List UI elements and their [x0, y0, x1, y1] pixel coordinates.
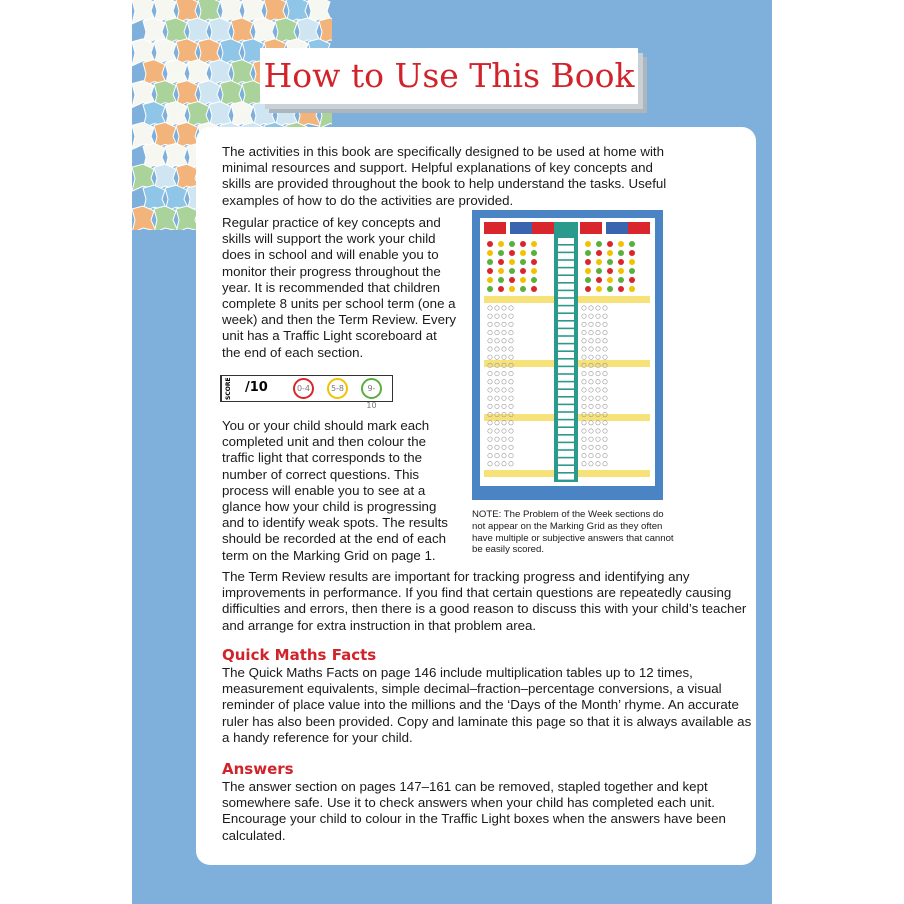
- grid-header-cell: [484, 222, 506, 234]
- grid-empty-light: [589, 437, 593, 441]
- grid-empty-light: [502, 306, 506, 310]
- grid-row-number: [558, 451, 574, 457]
- grid-term-band: [484, 296, 554, 303]
- grid-empty-light: [582, 330, 586, 334]
- grid-empty-light: [509, 445, 513, 449]
- grid-row-number: [558, 436, 574, 442]
- tessellation-tile: [319, 102, 332, 129]
- grid-empty-light: [603, 453, 607, 457]
- grid-row-number: [558, 344, 574, 350]
- grid-header-cell: [554, 222, 578, 234]
- grid-empty-light: [589, 322, 593, 326]
- grid-light-dot: [509, 268, 515, 274]
- grid-empty-light: [596, 347, 600, 351]
- grid-empty-light: [488, 462, 492, 466]
- grid-light-dot: [585, 241, 591, 247]
- grid-empty-light: [509, 453, 513, 457]
- grid-empty-light: [509, 330, 513, 334]
- grid-row-number: [558, 413, 574, 419]
- grid-light-dot: [596, 277, 602, 283]
- grid-empty-light: [589, 445, 593, 449]
- grid-empty-light: [495, 429, 499, 433]
- marking-grid-sheet: [480, 218, 655, 486]
- traffic-light-green: [361, 378, 382, 410]
- grid-light-dot: [596, 286, 602, 292]
- grid-row-number: [558, 367, 574, 373]
- grid-empty-light: [582, 396, 586, 400]
- grid-light-dot: [520, 268, 526, 274]
- grid-empty-light: [509, 404, 513, 408]
- grid-empty-light: [488, 347, 492, 351]
- grid-light-dot: [520, 286, 526, 292]
- grid-empty-light: [488, 306, 492, 310]
- grid-empty-light: [596, 355, 600, 359]
- grid-light-dot: [629, 286, 635, 292]
- grid-empty-light: [495, 445, 499, 449]
- grid-empty-light: [603, 445, 607, 449]
- grid-row-number: [558, 352, 574, 358]
- title-banner: [260, 48, 638, 104]
- grid-empty-light: [495, 437, 499, 441]
- grid-empty-light: [509, 347, 513, 351]
- grid-row-number: [558, 253, 574, 259]
- grid-light-dot: [629, 241, 635, 247]
- grid-light-dot: [618, 268, 624, 274]
- grid-empty-light: [582, 347, 586, 351]
- grid-header-cell: [510, 222, 532, 234]
- grid-light-dot: [585, 286, 591, 292]
- grid-empty-light: [582, 371, 586, 375]
- grid-empty-light: [589, 462, 593, 466]
- grid-light-dot: [498, 241, 504, 247]
- grid-light-dot: [618, 286, 624, 292]
- grid-light-dot: [607, 268, 613, 274]
- grid-term-band: [484, 470, 554, 477]
- grid-row-number: [558, 246, 574, 252]
- grid-empty-light: [603, 339, 607, 343]
- grid-row-number: [558, 390, 574, 396]
- grid-empty-light: [589, 371, 593, 375]
- quick-maths-heading: Quick Maths Facts: [222, 646, 377, 664]
- marking-grid-illustration: [480, 218, 655, 486]
- grid-empty-light: [582, 314, 586, 318]
- grid-light-dot: [509, 241, 515, 247]
- grid-light-dot: [498, 259, 504, 265]
- term-review-paragraph: The Term Review results are important for tracking progress and identifying any improvements in performance. If you find that certain questions are repeatedly causing difficulties and errors, then there is a good reason to discuss this with your child’s teacher and arrange for extra instruction in that problem area.: [222, 569, 747, 633]
- grid-empty-light: [488, 380, 492, 384]
- grid-empty-light: [603, 355, 607, 359]
- grid-light-dot: [498, 268, 504, 274]
- grid-light-dot: [520, 241, 526, 247]
- grid-empty-light: [502, 371, 506, 375]
- grid-row-number: [558, 375, 574, 381]
- grid-empty-light: [495, 339, 499, 343]
- grid-light-dot: [487, 259, 493, 265]
- quick-maths-paragraph: The Quick Maths Facts on page 146 include multiplication tables up to 12 times, measurement equivalents, simple decimal–fraction–percentage conversions, a visual reminder of place value into the millions and the ‘Days of the Month’ rhyme. An accurate ruler has also been provided. Copy and laminate this page so that it is always available as a handy reference for your child.: [222, 665, 752, 745]
- grid-empty-light: [488, 339, 492, 343]
- grid-empty-light: [495, 421, 499, 425]
- grid-row-number: [558, 382, 574, 388]
- grid-empty-light: [509, 462, 513, 466]
- grid-light-dot: [520, 277, 526, 283]
- grid-empty-light: [582, 429, 586, 433]
- grid-row-number: [558, 261, 574, 267]
- grid-light-dot: [531, 241, 537, 247]
- grid-empty-light: [582, 445, 586, 449]
- grid-light-dot: [585, 259, 591, 265]
- grid-light-dot: [607, 286, 613, 292]
- grid-empty-light: [495, 396, 499, 400]
- score-value: /10: [245, 380, 268, 395]
- grid-empty-light: [488, 322, 492, 326]
- grid-light-dot: [607, 250, 613, 256]
- grid-empty-light: [603, 371, 607, 375]
- grid-empty-light: [603, 429, 607, 433]
- grid-empty-light: [589, 380, 593, 384]
- grid-light-dot: [607, 241, 613, 247]
- grid-empty-light: [488, 429, 492, 433]
- grid-empty-light: [488, 404, 492, 408]
- traffic-light-red: [293, 378, 314, 399]
- grid-empty-light: [582, 322, 586, 326]
- grid-empty-light: [488, 437, 492, 441]
- grid-term-band: [578, 470, 650, 477]
- intro-paragraph: The activities in this book are specifically designed to be used at home with minimal resources and support. Helpful explanations of key concepts and skills are provided throughout the book to help understand the tasks. Useful examples of how to do the activities are provided.: [222, 144, 667, 208]
- grid-empty-light: [582, 404, 586, 408]
- grid-light-dot: [498, 277, 504, 283]
- grid-empty-light: [596, 339, 600, 343]
- grid-empty-light: [502, 421, 506, 425]
- grid-empty-light: [596, 437, 600, 441]
- grid-empty-light: [495, 306, 499, 310]
- grid-empty-light: [495, 330, 499, 334]
- grid-empty-light: [509, 421, 513, 425]
- grid-empty-light: [603, 421, 607, 425]
- grid-empty-light: [582, 437, 586, 441]
- grid-row-number: [558, 360, 574, 366]
- grid-empty-light: [596, 453, 600, 457]
- grid-empty-light: [509, 322, 513, 326]
- grid-light-dot: [607, 259, 613, 265]
- answers-heading: Answers: [222, 760, 294, 778]
- grid-light-dot: [487, 277, 493, 283]
- grid-empty-light: [502, 396, 506, 400]
- grid-empty-light: [596, 322, 600, 326]
- grid-empty-light: [502, 380, 506, 384]
- grid-row-number: [558, 398, 574, 404]
- grid-light-dot: [487, 286, 493, 292]
- grid-empty-light: [582, 388, 586, 392]
- grid-light-dot: [596, 250, 602, 256]
- grid-empty-light: [509, 388, 513, 392]
- grid-empty-light: [502, 437, 506, 441]
- grid-empty-light: [509, 429, 513, 433]
- grid-light-dot: [531, 286, 537, 292]
- grid-empty-light: [596, 404, 600, 408]
- grid-empty-light: [596, 306, 600, 310]
- grid-header-cell: [606, 222, 628, 234]
- grid-row-number: [558, 276, 574, 282]
- grid-light-dot: [509, 250, 515, 256]
- grid-light-dot: [498, 250, 504, 256]
- grid-empty-light: [603, 462, 607, 466]
- grid-light-dot: [618, 241, 624, 247]
- grid-empty-light: [502, 322, 506, 326]
- tessellation-tile: [154, 206, 178, 230]
- grid-row-number: [558, 443, 574, 449]
- grid-light-dot: [596, 241, 602, 247]
- grid-empty-light: [603, 314, 607, 318]
- grid-term-band: [484, 414, 554, 421]
- grid-row-number: [558, 458, 574, 464]
- grid-light-dot: [520, 250, 526, 256]
- grid-empty-light: [488, 453, 492, 457]
- practice-paragraph: Regular practice of key concepts and skills will support the work your child does in school and will enable you to monitor their progress throughout the year. It is recommended that children complete 8 units per school term (one a week) and then the Term Review. Every unit has a Traffic Light scoreboard at the end of each section.: [222, 215, 457, 360]
- grid-empty-light: [502, 330, 506, 334]
- grid-row-number: [558, 329, 574, 335]
- grid-light-dot: [531, 268, 537, 274]
- book-page: [132, 0, 772, 904]
- grid-empty-light: [589, 429, 593, 433]
- grid-row-number: [558, 299, 574, 305]
- grid-empty-light: [495, 355, 499, 359]
- grid-empty-light: [603, 347, 607, 351]
- grid-empty-light: [589, 330, 593, 334]
- grid-header-cell: [532, 222, 554, 234]
- grid-light-dot: [531, 259, 537, 265]
- grid-empty-light: [502, 347, 506, 351]
- grid-empty-light: [509, 314, 513, 318]
- grid-empty-light: [502, 355, 506, 359]
- grid-empty-light: [509, 437, 513, 441]
- grid-light-dot: [509, 277, 515, 283]
- grid-light-dot: [520, 259, 526, 265]
- grid-light-dot: [487, 241, 493, 247]
- grid-empty-light: [596, 429, 600, 433]
- grid-light-dot: [531, 250, 537, 256]
- grid-light-dot: [531, 277, 537, 283]
- grid-empty-light: [509, 306, 513, 310]
- grid-light-dot: [509, 259, 515, 265]
- grid-light-dot: [585, 268, 591, 274]
- grid-row-number: [558, 268, 574, 274]
- grid-empty-light: [603, 396, 607, 400]
- grid-empty-light: [502, 314, 506, 318]
- grid-light-dot: [498, 286, 504, 292]
- grid-term-band: [578, 296, 650, 303]
- grid-light-dot: [596, 268, 602, 274]
- grid-empty-light: [495, 371, 499, 375]
- grid-empty-light: [582, 421, 586, 425]
- grid-row-number: [558, 474, 574, 480]
- grid-empty-light: [603, 330, 607, 334]
- grid-light-dot: [629, 259, 635, 265]
- grid-empty-light: [589, 314, 593, 318]
- grid-row-number: [558, 291, 574, 297]
- grid-row-number: [558, 238, 574, 244]
- page-title: How to Use This Book: [263, 56, 635, 95]
- grid-light-dot: [509, 286, 515, 292]
- grid-empty-light: [596, 314, 600, 318]
- grid-empty-light: [589, 388, 593, 392]
- grid-empty-light: [502, 429, 506, 433]
- traffic-light-scoreboard: [220, 375, 393, 410]
- grid-empty-light: [589, 347, 593, 351]
- traffic-light-range: 5-8: [330, 384, 345, 393]
- grid-empty-light: [582, 462, 586, 466]
- grid-empty-light: [596, 445, 600, 449]
- grid-empty-light: [495, 322, 499, 326]
- grid-empty-light: [603, 322, 607, 326]
- grid-row-number: [558, 314, 574, 320]
- grid-empty-light: [603, 437, 607, 441]
- grid-empty-light: [589, 339, 593, 343]
- grid-empty-light: [603, 404, 607, 408]
- grid-light-dot: [618, 250, 624, 256]
- grid-light-dot: [629, 268, 635, 274]
- grid-empty-light: [488, 421, 492, 425]
- grid-empty-light: [582, 306, 586, 310]
- grid-empty-light: [495, 462, 499, 466]
- traffic-light-amber: [327, 378, 348, 399]
- grid-empty-light: [596, 421, 600, 425]
- grid-empty-light: [502, 445, 506, 449]
- grid-empty-light: [582, 453, 586, 457]
- grid-light-dot: [596, 259, 602, 265]
- grid-empty-light: [488, 445, 492, 449]
- grid-light-dot: [487, 268, 493, 274]
- grid-empty-light: [603, 380, 607, 384]
- grid-empty-light: [502, 388, 506, 392]
- grid-light-dot: [607, 277, 613, 283]
- grid-light-dot: [629, 250, 635, 256]
- grid-empty-light: [596, 396, 600, 400]
- grid-empty-light: [603, 306, 607, 310]
- grid-empty-light: [495, 388, 499, 392]
- grid-empty-light: [502, 339, 506, 343]
- grid-row-number: [558, 322, 574, 328]
- grid-empty-light: [495, 453, 499, 457]
- score-label: SCORE: [221, 376, 236, 401]
- grid-header-cell: [628, 222, 650, 234]
- grid-empty-light: [582, 380, 586, 384]
- grid-empty-light: [589, 306, 593, 310]
- grid-row-number: [558, 466, 574, 472]
- grid-empty-light: [509, 396, 513, 400]
- grid-empty-light: [495, 380, 499, 384]
- grid-empty-light: [589, 396, 593, 400]
- marking-paragraph: You or your child should mark each completed unit and then colour the traffic light that corresponds to the number of correct questions. This process will enable you to see at a glance how your child is progressing and to identify weak spots. The results should be recorded at the end of each term on the Marking Grid on page 1.: [222, 418, 448, 563]
- grid-light-dot: [618, 259, 624, 265]
- grid-empty-light: [509, 339, 513, 343]
- grid-empty-light: [596, 330, 600, 334]
- grid-empty-light: [502, 453, 506, 457]
- grid-row-number: [558, 420, 574, 426]
- grid-light-dot: [585, 250, 591, 256]
- grid-empty-light: [596, 380, 600, 384]
- grid-empty-light: [589, 404, 593, 408]
- grid-empty-light: [596, 462, 600, 466]
- grid-empty-light: [589, 453, 593, 457]
- grid-light-dot: [585, 277, 591, 283]
- grid-empty-light: [589, 421, 593, 425]
- grid-empty-light: [509, 355, 513, 359]
- grid-light-dot: [618, 277, 624, 283]
- grid-row-number: [558, 428, 574, 434]
- grid-empty-light: [502, 404, 506, 408]
- grid-empty-light: [589, 355, 593, 359]
- grid-empty-light: [488, 314, 492, 318]
- grid-empty-light: [488, 355, 492, 359]
- grid-empty-light: [488, 330, 492, 334]
- grid-header-cell: [580, 222, 602, 234]
- traffic-light-range: 0-4: [296, 384, 311, 393]
- grid-light-dot: [487, 250, 493, 256]
- traffic-light-range: 9-10: [366, 384, 377, 410]
- marking-grid-image: [472, 210, 663, 500]
- tessellation-tile: [132, 206, 156, 230]
- grid-empty-light: [582, 355, 586, 359]
- grid-empty-light: [596, 371, 600, 375]
- grid-empty-light: [488, 371, 492, 375]
- grid-light-dot: [629, 277, 635, 283]
- answers-paragraph: The answer section on pages 147–161 can be removed, stapled together and kept somewhere safe. Use it to check answers when your child has completed each unit. Encourage your child to colour in the Traffic Light boxes when the answers have been calculated.: [222, 779, 726, 843]
- grid-empty-light: [596, 388, 600, 392]
- marking-grid-note: NOTE: The Problem of the Week sections do not appear on the Marking Grid as they often have multiple or subjective answers that cannot be easily scored.: [472, 509, 674, 556]
- grid-empty-light: [582, 339, 586, 343]
- grid-row-number: [558, 337, 574, 343]
- grid-row-number: [558, 284, 574, 290]
- grid-empty-light: [488, 388, 492, 392]
- grid-empty-light: [488, 396, 492, 400]
- grid-row-number: [558, 405, 574, 411]
- grid-empty-light: [495, 347, 499, 351]
- grid-empty-light: [603, 388, 607, 392]
- grid-empty-light: [509, 371, 513, 375]
- grid-row-number: [558, 306, 574, 312]
- grid-empty-light: [495, 314, 499, 318]
- grid-term-band: [484, 360, 554, 367]
- grid-empty-light: [509, 380, 513, 384]
- grid-empty-light: [502, 462, 506, 466]
- grid-empty-light: [495, 404, 499, 408]
